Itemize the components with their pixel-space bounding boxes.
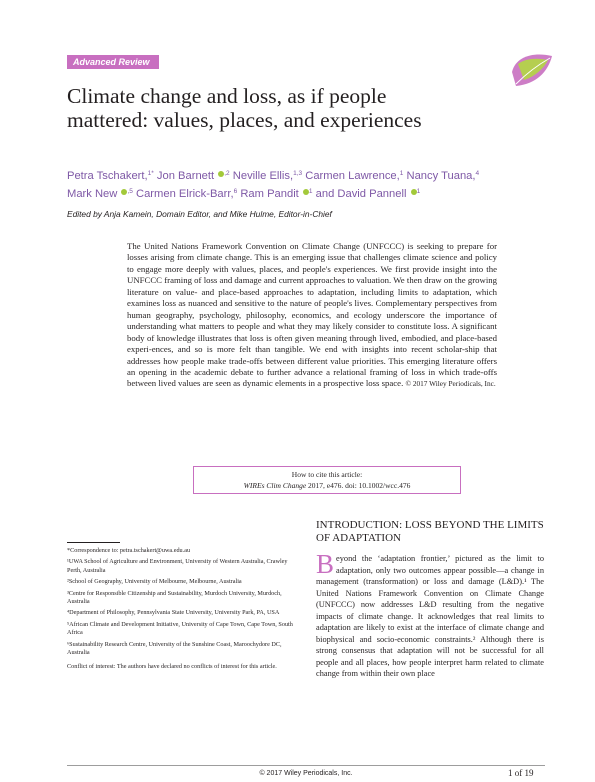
article-title: Climate change and loss, as if people mattered: values, places, and experiences <box>67 84 422 132</box>
citation-reference[interactable]: WIREs Clim Change 2017, e476. doi: 10.1002/wcc.476 <box>243 481 411 490</box>
affiliation-note: ⁵African Climate and Development Initiative, University of Cape Town, Cape Town, South Africa <box>67 620 293 637</box>
footer-copyright: © 2017 Wiley Periodicals, Inc. <box>259 770 353 777</box>
drop-cap: B <box>316 549 335 579</box>
affiliation-note: ²School of Geography, University of Melbourne, Melbourne, Australia <box>67 578 242 586</box>
author[interactable]: Ram Pandit $^1$ <box>240 188 313 200</box>
correspondence-note[interactable]: *Correspondence to: petra.tschakert@uwa.edu.au <box>67 547 191 554</box>
page-number: 1 of 19 <box>508 768 534 778</box>
author[interactable]: Carmen Lawrence,$^1$ <box>305 170 404 182</box>
editors-line: Edited by Anja Kamein, Domain Editor, and Mike Hulme, Editor-in-Chief <box>67 209 332 219</box>
affiliation-note: ⁶Sustainability Research Centre, University of the Sunshine Coast, Maroochydore DC, Australia <box>67 640 282 657</box>
abstract <box>127 241 497 390</box>
footnotes <box>67 547 294 675</box>
footnote-divider <box>67 542 120 543</box>
citation-label: How to cite this article: <box>291 470 363 479</box>
footer-divider <box>67 765 545 766</box>
author[interactable]: Mark New $^{,5}$ <box>67 188 133 200</box>
section-heading: INTRODUCTION: LOSS BEYOND THE LIMITS OF ADAPTATION <box>316 519 544 544</box>
affiliation-note: ³Centre for Responsible Citizenship and Sustainability, Murdoch University, Murdoch, Australia <box>67 589 282 606</box>
author-list <box>67 166 537 202</box>
author[interactable]: Nancy Tuana,$^4$ <box>406 170 480 182</box>
citation-box <box>193 466 461 494</box>
affiliation-note: ⁴Department of Philosophy, Pennsylvania State University, University Park, PA, USA <box>67 609 280 617</box>
author[interactable]: Petra Tschakert,$^{1*}$ <box>67 170 154 182</box>
abstract-copyright: © 2017 Wiley Periodicals, Inc. <box>405 379 496 389</box>
intro-text: eyond the ‘adaptation frontier,’ pictured as the limit to adaptation, only two outcomes appear possible—a change in management (transformation) or loss and damage (L&D).¹ The United Nations Framework Convention on Climate Change (UNFCCC) now addresses L&D resulting from the negative impacts of climate change. It acknowledges that real limits to adaptation are likely to exist at the interface of climate change and biophysical and socio-economic constraints.² Although there is strong consensus that adaptation will not be successful for all people and all places, how people interpret harm related to climate change from within their own place <box>316 554 544 679</box>
conflict-of-interest-note: Conflict of interest: The authors have declared no conflicts of interest for this article. <box>67 663 277 671</box>
author[interactable]: and David Pannell $^1$ <box>315 188 421 200</box>
author[interactable]: Carmen Elrick-Barr,$^6$ <box>136 188 238 200</box>
author[interactable]: Jon Barnett $^{,2}$ <box>156 170 230 182</box>
intro-paragraph <box>316 549 544 680</box>
article-type-badge: Advanced Review <box>67 55 159 69</box>
abstract-text: The United Nations Framework Convention on Climate Change (UNFCCC) is seeking to prepare for losses arising from climate change. This is an emerging issue that challenges climate science and policy to engage more deeply with values, places, and people's experiences. We first provide insight into the UNFCCC framing of loss and damage and current approaches to valuation. We then draw on the growing literature on value- and place-based approaches to adaptation, including limits to adaptation, which examines loss as nuanced and sensitive to the nature of people's lives. Complementary perspectives from human geography, psychology, philosophy, economics, and ecology underscore the importance of understanding what matters to people and what they may likely consider to constitute loss. A significant body of knowledge illustrates that loss is often given meaning through lived, embodied, and place-based experi-ences, and so is more felt than tangible. We end with insights into recent scholar-ship that addresses how people make trade-offs between different value priorities. This emerging literature offers an opening in the academic debate to further advance a relational framing of loss in which trade-offs between lived values are seen as dynamic elements in a prospective loss space. <box>127 241 497 389</box>
affiliation-note: ¹UWA School of Agriculture and Environment, University of Western Australia, Crawley Perth, Australia <box>67 558 288 574</box>
leaf-icon <box>512 55 552 86</box>
author[interactable]: Neville Ellis,$^{1,3}$ <box>232 170 303 182</box>
wires-leaf-logo <box>508 50 556 90</box>
